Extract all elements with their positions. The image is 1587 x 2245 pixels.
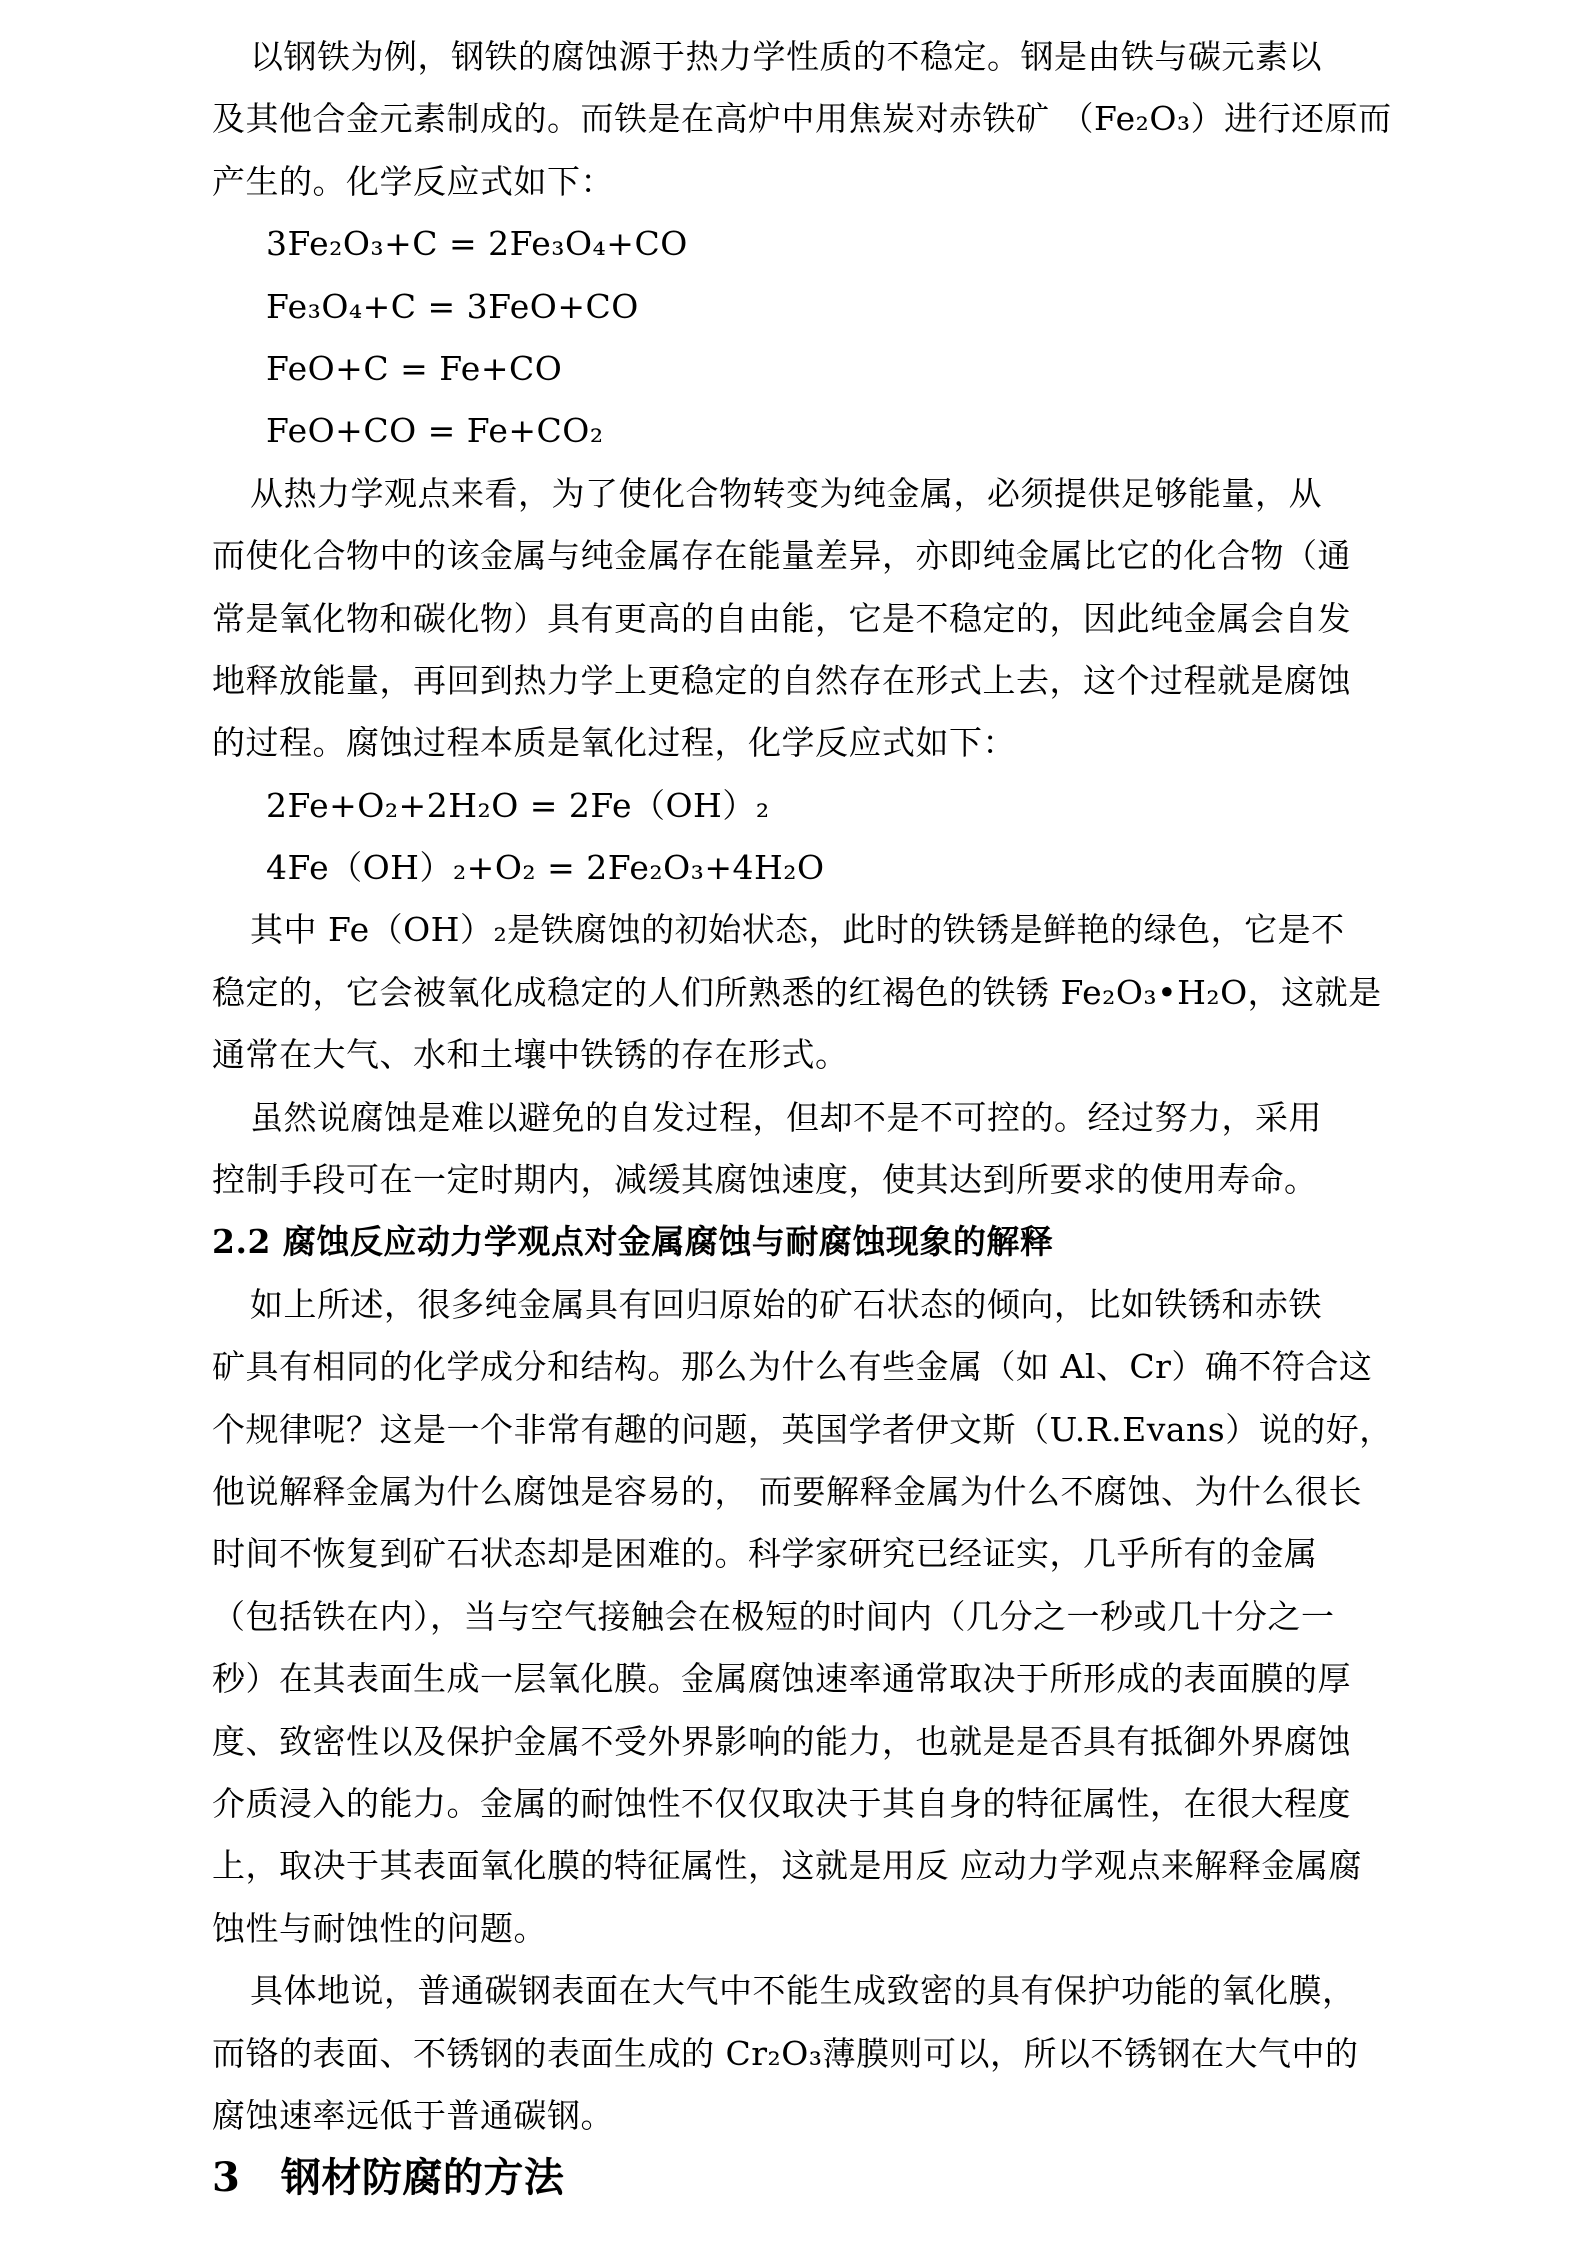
section-heading: 2.2 腐蚀反应动力学观点对金属腐蚀与耐腐蚀现象的解释 — [212, 1222, 1054, 1262]
paragraph-first-line: 以钢铁为例，钢铁的腐蚀源于热力学性质的不稳定。钢是由铁与碳元素以 — [250, 37, 1322, 76]
paragraph-first-line: 从热力学观点来看，为了使化合物转变为纯金属，必须提供足够能量，从 — [250, 473, 1322, 513]
paragraph-line: 产生的。化学反应式如下： — [212, 161, 614, 201]
paragraph-line: 个规律呢？这是一个非常有趣的问题，英国学者伊文斯（U.R.Evans）说的好， — [212, 1409, 1393, 1449]
paragraph-first-line: 其中 Fe（OH）₂是铁腐蚀的初始状态，此时的铁锈是鲜艳的绿色，它是不 — [250, 910, 1345, 950]
paragraph-line: 通常在大气、水和土壤中铁锈的存在形式。 — [212, 1035, 849, 1075]
paragraph-line: 上，取决于其表面氧化膜的特征属性，这就是用反 应动力学观点来解释金属腐 — [212, 1846, 1362, 1886]
chemical-equation-line: Fe₃O₄+C = 3FeO+CO — [266, 286, 639, 326]
paragraph-line: 他说解释金属为什么腐蚀是容易的， 而要解释金属为什么不腐蚀、为什么很长 — [212, 1471, 1362, 1511]
paragraph-line: 腐蚀速率远低于普通碳钢。 — [212, 2095, 614, 2135]
paragraph-line: 时间不恢复到矿石状态却是困难的。科学家研究已经证实，几乎所有的金属 — [212, 1534, 1318, 1574]
chemical-equation-line: FeO+C = Fe+CO — [266, 348, 563, 388]
paragraph-line: 地释放能量，再回到热力学上更稳定的自然存在形式上去，这个过程就是腐蚀 — [212, 660, 1351, 700]
paragraph-line: 控制手段可在一定时期内，减缓其腐蚀速度，使其达到所要求的使用寿命。 — [212, 1160, 1318, 1200]
paragraph-line: 度、致密性以及保护金属不受外界影响的能力，也就是是否具有抵御外界腐蚀 — [212, 1721, 1351, 1761]
paragraph-line: 常是氧化物和碳化物）具有更高的自由能，它是不稳定的，因此纯金属会自发 — [212, 598, 1351, 638]
paragraph-first-line: 虽然说腐蚀是难以避免的自发过程，但却不是不可控的。经过努力，采用 — [250, 1097, 1322, 1137]
paragraph-first-line: 如上所述，很多纯金属具有回归原始的矿石状态的倾向，比如铁锈和赤铁 — [250, 1284, 1322, 1324]
paragraph-line: 的过程。腐蚀过程本质是氧化过程，化学反应式如下： — [212, 723, 1016, 763]
paragraph-line: 而使化合物中的该金属与纯金属存在能量差异，亦即纯金属比它的化合物（通 — [212, 536, 1351, 576]
paragraph-line: 而铬的表面、不锈钢的表面生成的 Cr₂O₃薄膜则可以，所以不锈钢在大气中的 — [212, 2033, 1359, 2073]
paragraph-line: 矿具有相同的化学成分和结构。那么为什么有些金属（如 Al、Cr）确不符合这 — [212, 1347, 1373, 1387]
paragraph-line: （包括铁在内），当与空气接触会在极短的时间内（几分之一秒或几十分之一 — [212, 1596, 1335, 1636]
paragraph-first-line: 具体地说，普通碳钢表面在大气中不能生成致密的具有保护功能的氧化膜， — [250, 1971, 1356, 2011]
chapter-heading: 3 钢材防腐的方法 — [212, 2154, 565, 2202]
chemical-equation-line: 2Fe+O₂+2H₂O = 2Fe（OH）₂ — [266, 785, 770, 825]
chemical-equation-line: 4Fe（OH）₂+O₂ = 2Fe₂O₃+4H₂O — [266, 848, 825, 888]
document-content — [212, 26, 1437, 2210]
paragraph-line: 蚀性与耐蚀性的问题。 — [212, 1908, 547, 1948]
chemical-equation-line: 3Fe₂O₃+C = 2Fe₃O₄+CO — [266, 224, 688, 264]
paragraph-line: 及其他合金元素制成的。而铁是在高炉中用焦炭对赤铁矿 （Fe₂O₃）进行还原而 — [212, 99, 1392, 139]
paragraph-line: 介质浸入的能力。金属的耐蚀性不仅仅取决于其自身的特征属性，在很大程度 — [212, 1783, 1351, 1823]
paragraph-line: 秒）在其表面生成一层氧化膜。金属腐蚀速率通常取决于所形成的表面膜的厚 — [212, 1659, 1351, 1699]
paragraph-line: 稳定的，它会被氧化成稳定的人们所熟悉的红褐色的铁锈 Fe₂O₃•H₂O，这就是 — [212, 972, 1382, 1012]
chemical-equation-line: FeO+CO = Fe+CO₂ — [266, 411, 604, 451]
